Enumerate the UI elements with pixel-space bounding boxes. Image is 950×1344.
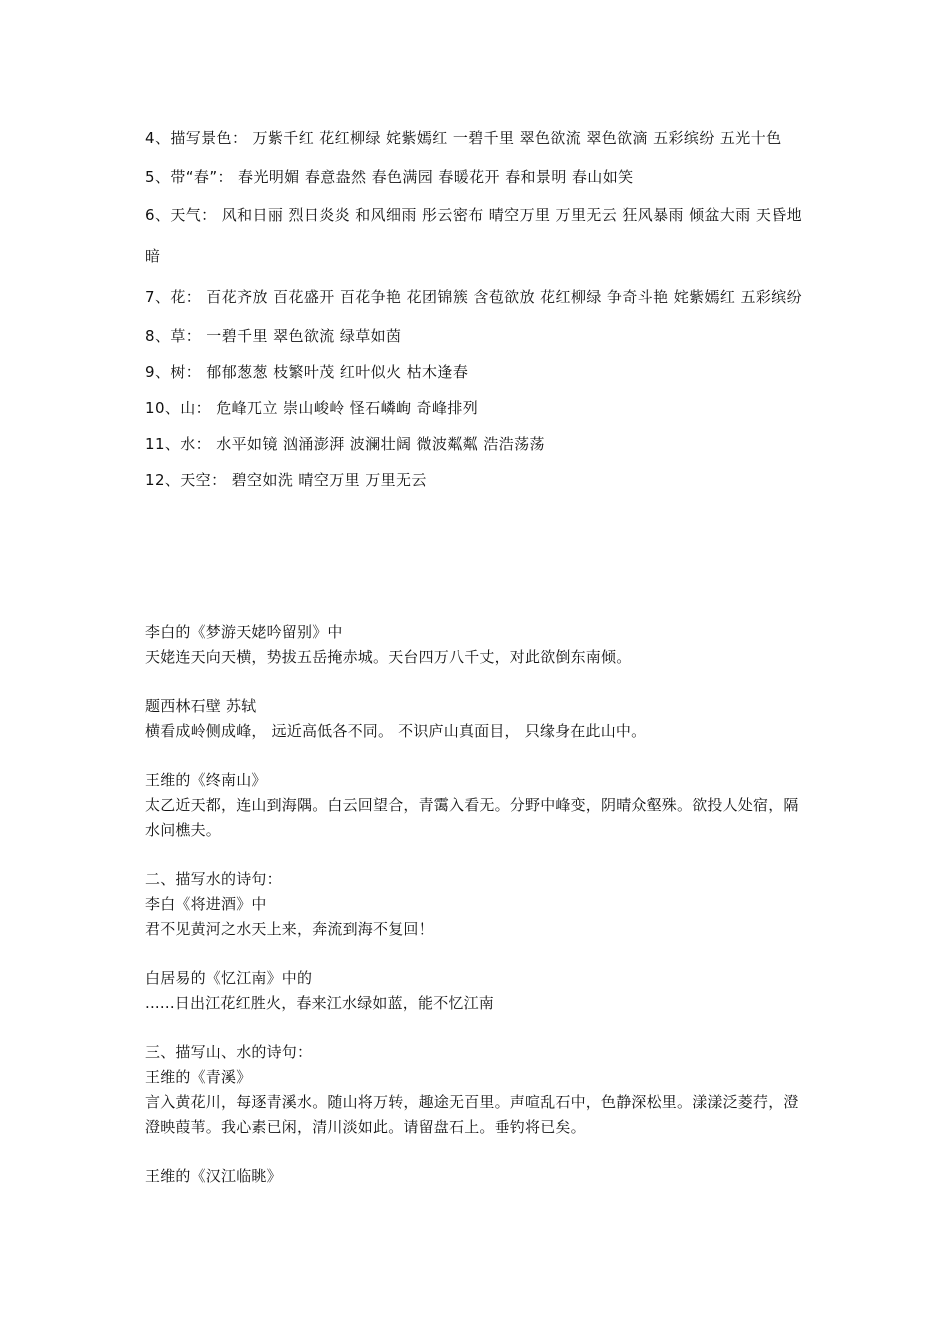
poem-text: 天姥连天向天横，势拔五岳掩赤城。天台四万八千丈，对此欲倒东南倾。	[145, 648, 632, 666]
poem-title: 李白的《梦游天姥吟留别》中	[145, 623, 343, 641]
poem-text: 言入黄花川，每逐青溪水。随山将万转，趣途无百里。声喧乱石中，色静深松里。漾漾泛菱荇，澄澄映葭苇。我心素已闲，清川淡如此。请留盘石上。垂钓将已矣。	[145, 1093, 799, 1136]
idiom-item-sky: 12、天空： 碧空如洗 晴空万里 万里无云	[145, 471, 427, 489]
poem-sections	[145, 620, 810, 1213]
idiom-item-scenery: 4、描写景色： 万紫千红 花红柳绿 姹紫嫣红 一碧千里 翠色欲流 翠色欲滴 五彩缤纷 五光十色	[145, 129, 782, 147]
poem-text: 太乙近天都，连山到海隅。白云回望合，青霭入看无。分野中峰变，阴晴众壑殊。欲投人处宿，隔水问樵夫。	[145, 796, 799, 839]
poem-title: 李白《将进酒》中	[145, 895, 267, 913]
poem-title: 白居易的《忆江南》中的	[145, 969, 313, 987]
poem-title: 题西林石壁 苏轼	[145, 697, 257, 715]
idiom-item-mountains: 10、山： 危峰兀立 崇山峻岭 怪石嶙峋 奇峰排列	[145, 399, 479, 417]
idiom-item-trees: 9、树： 郁郁葱葱 枝繁叶茂 红叶似火 枯木逢春	[145, 363, 469, 381]
poem-section-wang-wei-hanjiang	[145, 1164, 810, 1189]
idiom-item-grass: 8、草： 一碧千里 翠色欲流 绿草如茵	[145, 327, 402, 345]
poem-section-wang-wei-zhongnan	[145, 768, 810, 843]
poem-section-mountain-water-heading	[145, 1040, 810, 1140]
poem-section-su-shi-xilin	[145, 694, 810, 744]
poem-title: 王维的《终南山》	[145, 771, 267, 789]
idiom-list	[145, 118, 810, 498]
poem-text: 横看成岭侧成峰， 远近高低各不同。 不识庐山真面目， 只缘身在此山中。	[145, 722, 647, 740]
idiom-item-weather: 6、天气： 风和日丽 烈日炎炎 和风细雨 彤云密布 晴空万里 万里无云 狂风暴雨 倾盆大雨 天昏地暗	[145, 206, 803, 265]
poem-section-bai-juyi-jiangnan	[145, 966, 810, 1016]
poem-section-li-bai-tianmu	[145, 620, 810, 670]
section-heading: 二、描写水的诗句：	[145, 870, 282, 888]
section-heading: 三、描写山、水的诗句：	[145, 1043, 313, 1061]
idiom-item-spring: 5、带“春”： 春光明媚 春意盎然 春色满园 春暖花开 春和景明 春山如笑	[145, 168, 634, 186]
idiom-item-flowers: 7、花： 百花齐放 百花盛开 百花争艳 花团锦簇 含苞欲放 花红柳绿 争奇斗艳 姹紫嫣红 五彩缤纷	[145, 288, 803, 306]
poem-title: 王维的《青溪》	[145, 1068, 252, 1086]
poem-text: 君不见黄河之水天上来，奔流到海不复回！	[145, 920, 434, 938]
poem-text: ......日出江花红胜火，春来江水绿如蓝，能不忆江南	[145, 994, 495, 1012]
idiom-item-water: 11、水： 水平如镜 汹涌澎湃 波澜壮阔 微波粼粼 浩浩荡荡	[145, 435, 545, 453]
poem-title: 王维的《汉江临眺》	[145, 1167, 282, 1185]
poem-section-water-heading	[145, 867, 810, 942]
